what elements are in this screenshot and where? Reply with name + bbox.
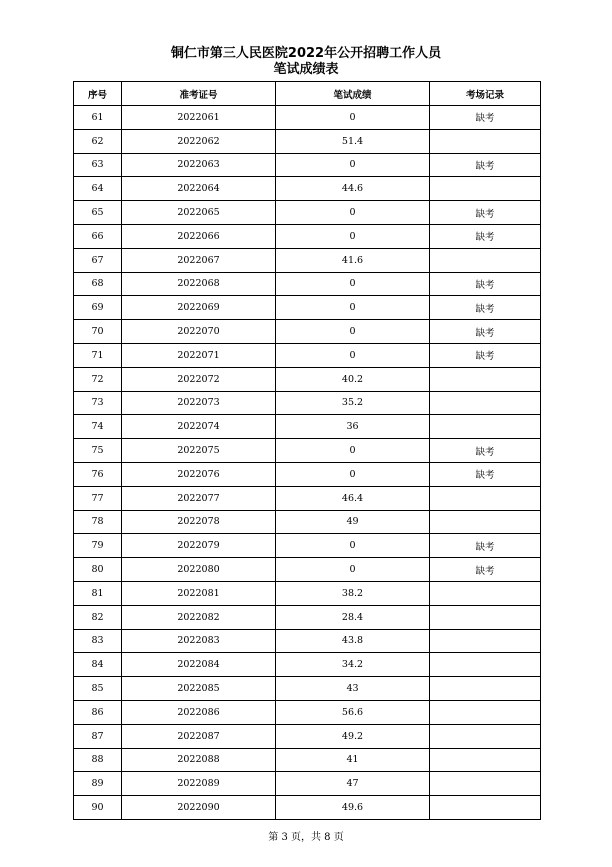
cell-score: 36 [276, 415, 430, 439]
table-row [74, 201, 541, 225]
cell-score: 0 [276, 153, 430, 177]
table-row [74, 343, 541, 367]
cell-ticket-no: 2022090 [122, 796, 276, 820]
cell-record [430, 367, 541, 391]
table-header-row [74, 82, 541, 106]
cell-score: 0 [276, 439, 430, 463]
cell-seq: 86 [74, 700, 122, 724]
cell-record [430, 724, 541, 748]
cell-ticket-no: 2022078 [122, 510, 276, 534]
cell-score: 0 [276, 558, 430, 582]
cell-score: 28.4 [276, 605, 430, 629]
cell-record [430, 581, 541, 605]
cell-record [430, 677, 541, 701]
table-row [74, 177, 541, 201]
cell-ticket-no: 2022089 [122, 772, 276, 796]
cell-ticket-no: 2022063 [122, 153, 276, 177]
cell-ticket-no: 2022077 [122, 486, 276, 510]
table-row [74, 272, 541, 296]
table-row [74, 748, 541, 772]
cell-score: 47 [276, 772, 430, 796]
table-row [74, 296, 541, 320]
cell-score: 43.8 [276, 629, 430, 653]
cell-ticket-no: 2022088 [122, 748, 276, 772]
table-row [74, 677, 541, 701]
cell-seq: 84 [74, 653, 122, 677]
table-row [74, 653, 541, 677]
cell-record [430, 391, 541, 415]
cell-ticket-no: 2022082 [122, 605, 276, 629]
table-row [74, 796, 541, 820]
cell-score: 0 [276, 296, 430, 320]
cell-seq: 65 [74, 201, 122, 225]
cell-record: 缺考 [430, 224, 541, 248]
cell-score: 0 [276, 272, 430, 296]
cell-seq: 79 [74, 534, 122, 558]
page-subtitle: 笔试成绩表 [273, 62, 339, 77]
cell-ticket-no: 2022087 [122, 724, 276, 748]
table-row [74, 391, 541, 415]
cell-ticket-no: 2022066 [122, 224, 276, 248]
cell-ticket-no: 2022086 [122, 700, 276, 724]
cell-seq: 73 [74, 391, 122, 415]
table-row [74, 724, 541, 748]
cell-score: 41 [276, 748, 430, 772]
cell-score: 0 [276, 106, 430, 130]
cell-seq: 68 [74, 272, 122, 296]
cell-ticket-no: 2022083 [122, 629, 276, 653]
cell-score: 40.2 [276, 367, 430, 391]
cell-seq: 61 [74, 106, 122, 130]
cell-ticket-no: 2022067 [122, 248, 276, 272]
table-row [74, 605, 541, 629]
cell-score: 0 [276, 201, 430, 225]
cell-score: 0 [276, 320, 430, 344]
cell-ticket-no: 2022073 [122, 391, 276, 415]
cell-record: 缺考 [430, 272, 541, 296]
header-score: 笔试成绩 [276, 82, 430, 106]
score-table [73, 81, 541, 820]
cell-ticket-no: 2022071 [122, 343, 276, 367]
cell-seq: 83 [74, 629, 122, 653]
table-row [74, 486, 541, 510]
cell-record [430, 177, 541, 201]
page-number: 第 3 页，共 8 页 [268, 832, 344, 843]
cell-record: 缺考 [430, 462, 541, 486]
header-record: 考场记录 [430, 82, 541, 106]
table-row [74, 581, 541, 605]
cell-score: 35.2 [276, 391, 430, 415]
cell-score: 38.2 [276, 581, 430, 605]
cell-record: 缺考 [430, 153, 541, 177]
cell-seq: 89 [74, 772, 122, 796]
cell-score: 56.6 [276, 700, 430, 724]
cell-score: 0 [276, 343, 430, 367]
cell-ticket-no: 2022084 [122, 653, 276, 677]
cell-ticket-no: 2022079 [122, 534, 276, 558]
table-row [74, 224, 541, 248]
table-row [74, 106, 541, 130]
cell-seq: 66 [74, 224, 122, 248]
header-ticket-no: 准考证号 [122, 82, 276, 106]
cell-seq: 64 [74, 177, 122, 201]
cell-ticket-no: 2022080 [122, 558, 276, 582]
cell-ticket-no: 2022065 [122, 201, 276, 225]
cell-ticket-no: 2022068 [122, 272, 276, 296]
cell-seq: 67 [74, 248, 122, 272]
table-row [74, 439, 541, 463]
cell-seq: 74 [74, 415, 122, 439]
cell-score: 49.6 [276, 796, 430, 820]
table-row [74, 153, 541, 177]
table-row [74, 534, 541, 558]
cell-score: 0 [276, 534, 430, 558]
cell-seq: 71 [74, 343, 122, 367]
cell-seq: 82 [74, 605, 122, 629]
table-row [74, 700, 541, 724]
cell-ticket-no: 2022076 [122, 462, 276, 486]
cell-record: 缺考 [430, 201, 541, 225]
cell-record [430, 510, 541, 534]
table-row [74, 367, 541, 391]
cell-seq: 81 [74, 581, 122, 605]
cell-record [430, 486, 541, 510]
cell-ticket-no: 2022081 [122, 581, 276, 605]
cell-ticket-no: 2022070 [122, 320, 276, 344]
cell-score: 46.4 [276, 486, 430, 510]
cell-seq: 77 [74, 486, 122, 510]
cell-seq: 85 [74, 677, 122, 701]
cell-ticket-no: 2022061 [122, 106, 276, 130]
page-title: 铜仁市第三人民医院2022年公开招聘工作人员 [170, 46, 442, 61]
cell-record: 缺考 [430, 558, 541, 582]
cell-seq: 90 [74, 796, 122, 820]
cell-record: 缺考 [430, 296, 541, 320]
table-row [74, 510, 541, 534]
cell-record [430, 248, 541, 272]
cell-seq: 87 [74, 724, 122, 748]
cell-seq: 72 [74, 367, 122, 391]
table-row [74, 415, 541, 439]
cell-ticket-no: 2022062 [122, 129, 276, 153]
table-row [74, 772, 541, 796]
table-body [74, 106, 541, 820]
cell-record: 缺考 [430, 106, 541, 130]
cell-record [430, 629, 541, 653]
cell-record [430, 129, 541, 153]
cell-record: 缺考 [430, 534, 541, 558]
cell-seq: 69 [74, 296, 122, 320]
cell-seq: 88 [74, 748, 122, 772]
cell-seq: 80 [74, 558, 122, 582]
table-row [74, 129, 541, 153]
cell-record [430, 653, 541, 677]
cell-seq: 63 [74, 153, 122, 177]
cell-score: 0 [276, 224, 430, 248]
cell-record [430, 605, 541, 629]
cell-record: 缺考 [430, 343, 541, 367]
cell-record: 缺考 [430, 439, 541, 463]
cell-seq: 62 [74, 129, 122, 153]
cell-ticket-no: 2022075 [122, 439, 276, 463]
cell-seq: 75 [74, 439, 122, 463]
cell-ticket-no: 2022085 [122, 677, 276, 701]
cell-ticket-no: 2022064 [122, 177, 276, 201]
cell-score: 0 [276, 462, 430, 486]
cell-ticket-no: 2022069 [122, 296, 276, 320]
table-row [74, 629, 541, 653]
cell-record [430, 772, 541, 796]
cell-score: 51.4 [276, 129, 430, 153]
header-seq: 序号 [74, 82, 122, 106]
cell-ticket-no: 2022074 [122, 415, 276, 439]
table-row [74, 248, 541, 272]
table-row [74, 462, 541, 486]
cell-score: 41.6 [276, 248, 430, 272]
cell-record [430, 415, 541, 439]
cell-ticket-no: 2022072 [122, 367, 276, 391]
cell-score: 34.2 [276, 653, 430, 677]
cell-record: 缺考 [430, 320, 541, 344]
cell-score: 44.6 [276, 177, 430, 201]
cell-record [430, 700, 541, 724]
cell-score: 43 [276, 677, 430, 701]
cell-seq: 70 [74, 320, 122, 344]
cell-score: 49.2 [276, 724, 430, 748]
table-row [74, 558, 541, 582]
cell-seq: 76 [74, 462, 122, 486]
cell-record [430, 748, 541, 772]
cell-score: 49 [276, 510, 430, 534]
cell-record [430, 796, 541, 820]
table-row [74, 320, 541, 344]
cell-seq: 78 [74, 510, 122, 534]
